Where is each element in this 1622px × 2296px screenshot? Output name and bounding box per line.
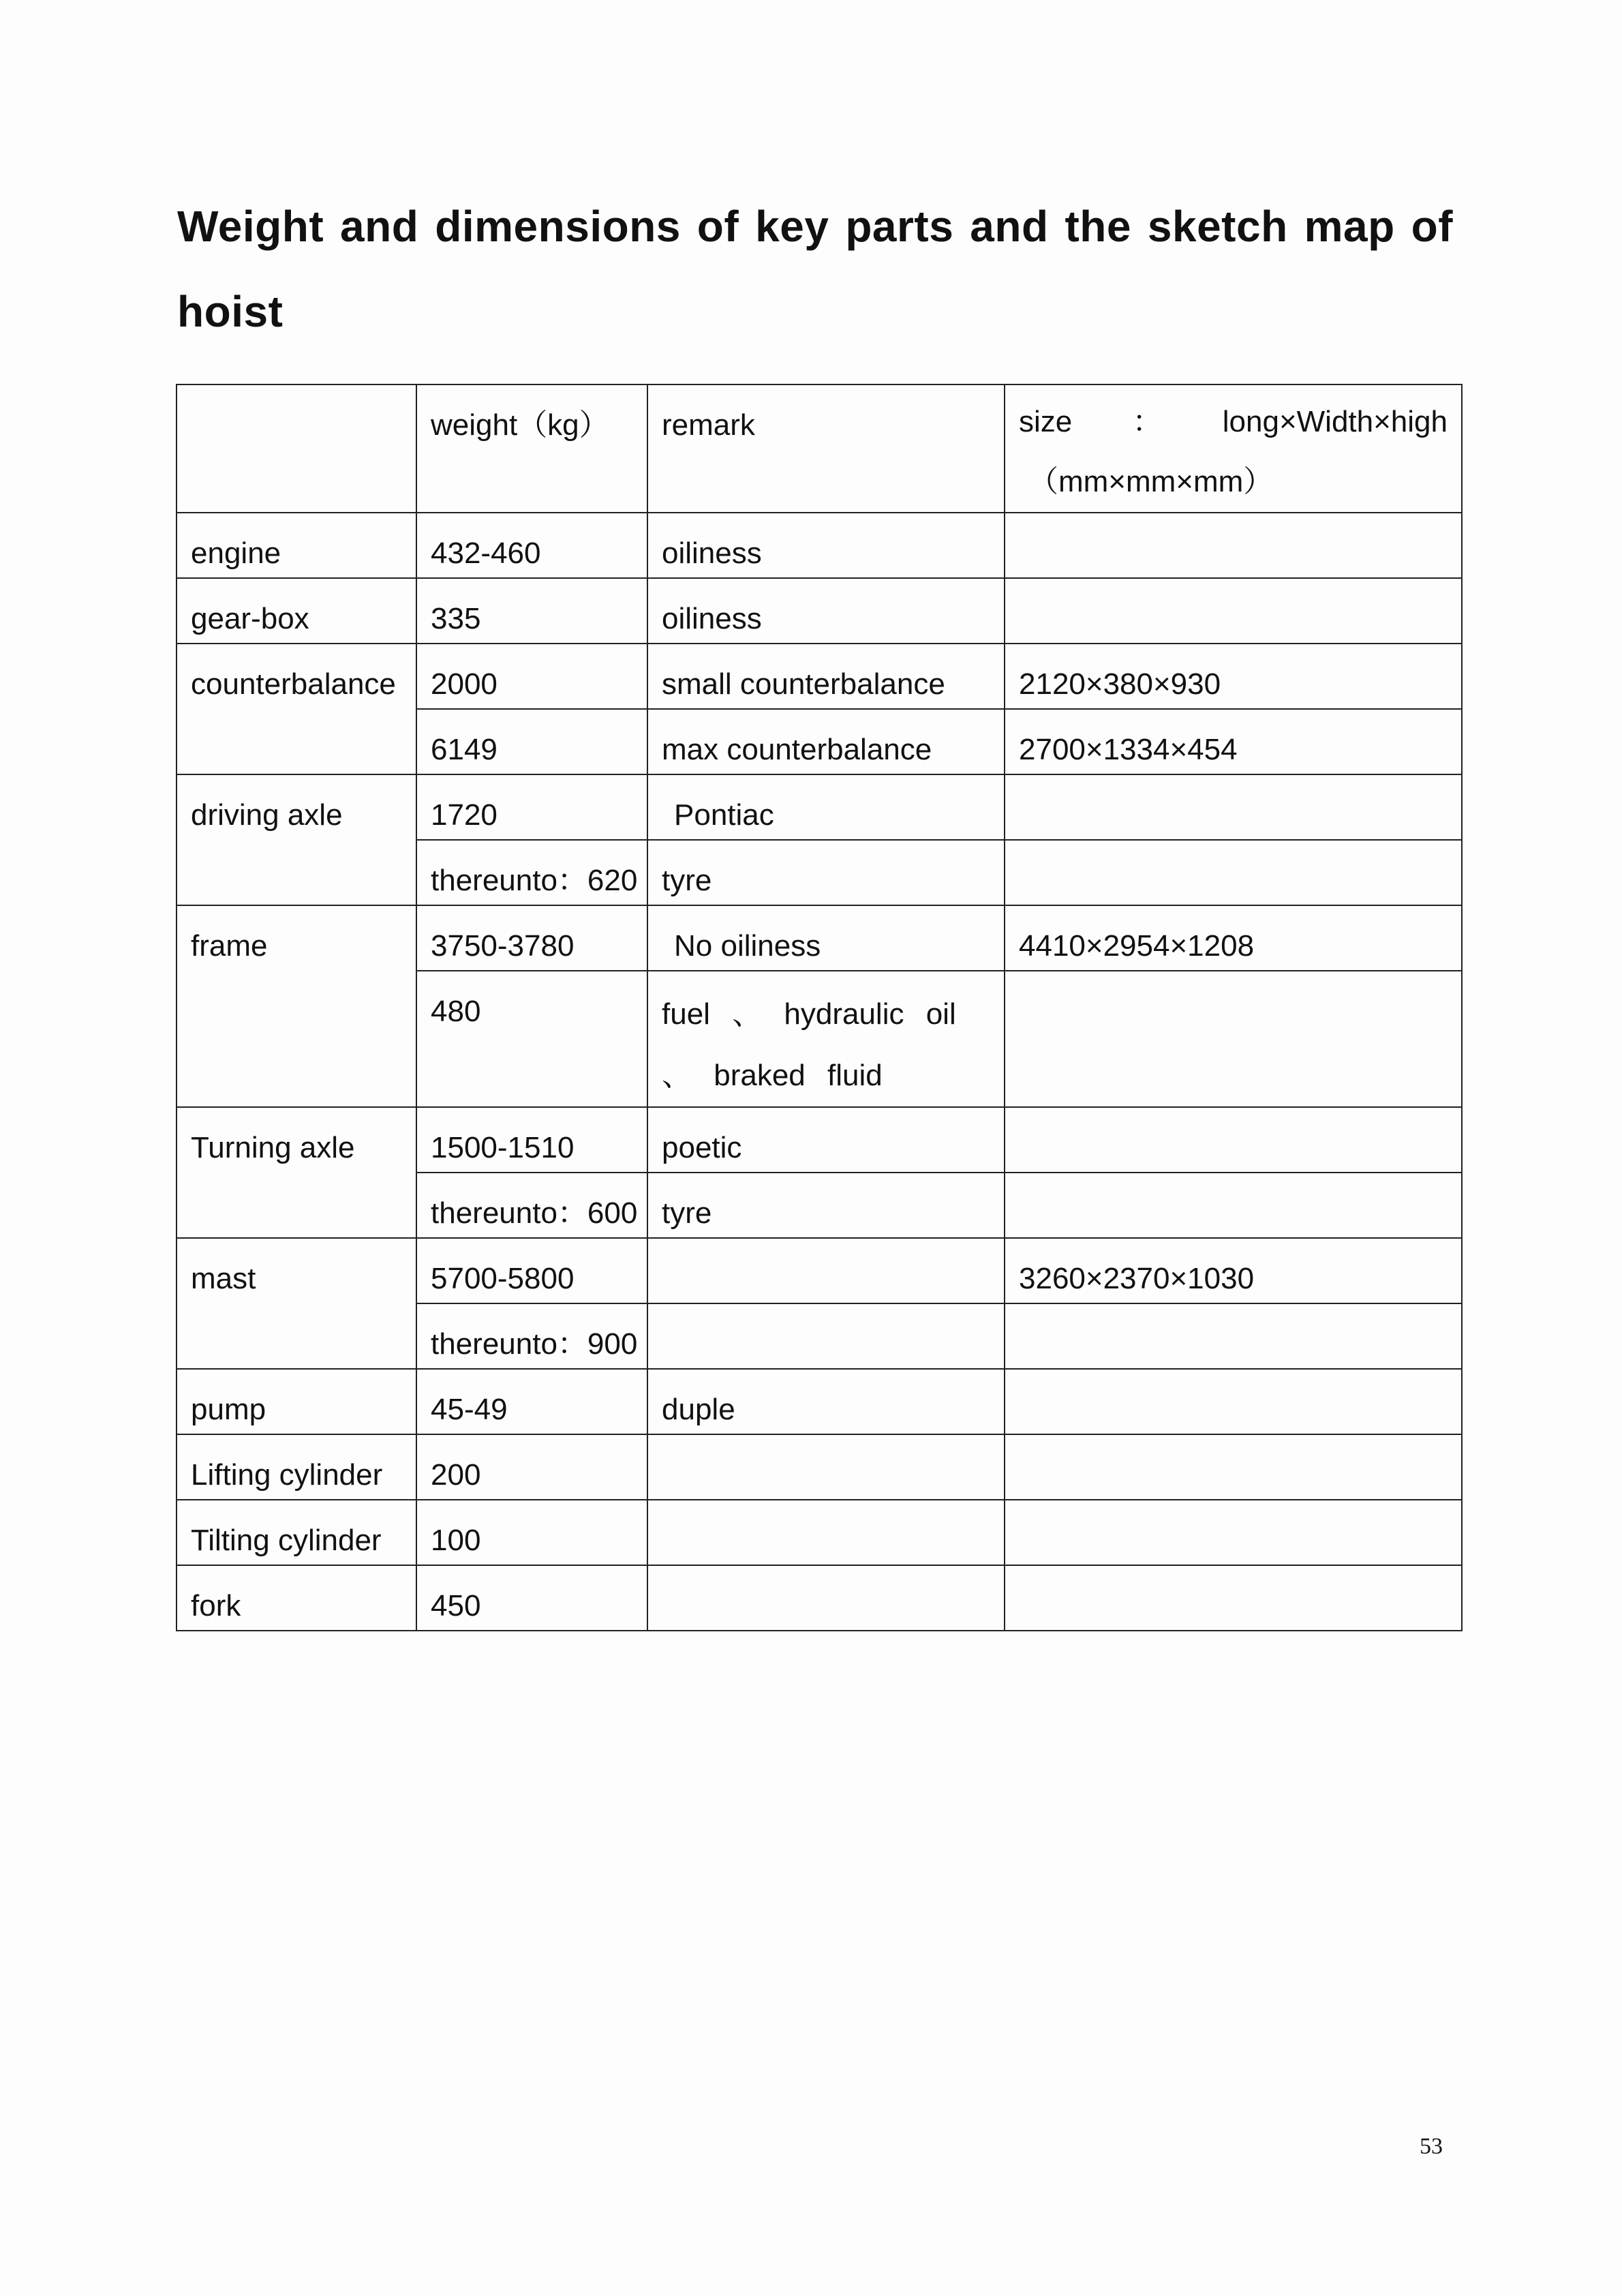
remark-cell: tyre [647,840,1005,905]
weight-cell: thereunto：600 [416,1173,647,1238]
weight-cell: 1720 [416,774,647,840]
part-cell: engine [177,513,416,578]
weight-cell: 5700-5800 [416,1238,647,1303]
table-row [177,1500,1462,1565]
table-row [177,578,1462,644]
header-size-colon: ： [1132,405,1163,438]
weight-cell: 450 [416,1565,647,1631]
table-header-row [177,384,1462,513]
remark-cell [647,905,1005,971]
weight-cell: 335 [416,578,647,644]
parts-table [176,384,1463,1631]
remark-cell [647,1238,1005,1303]
weight-cell: thereunto：900 [416,1303,647,1369]
weight-cell: 432-460 [416,513,647,578]
header-size [1005,384,1462,513]
size-cell [1005,1303,1462,1369]
part-cell: frame [177,905,416,1107]
table-row [177,1369,1462,1434]
remark-cell [647,774,1005,840]
size-cell [1005,513,1462,578]
weight-cell: 100 [416,1500,647,1565]
remark-cell: max counterbalance [647,709,1005,774]
weight-cell: 6149 [416,709,647,774]
part-cell: mast [177,1238,416,1369]
size-cell [1005,1434,1462,1500]
remark-cell [647,1565,1005,1631]
size-cell [1005,1107,1462,1173]
table-row [177,905,1462,971]
part-cell: Tilting cylinder [177,1500,416,1565]
weight-cell: 480 [416,971,647,1107]
remark-cell: poetic [647,1107,1005,1173]
page-title: Weight and dimensions of key parts and the sketch map of hoist [177,202,1453,336]
remark-cell: tyre [647,1173,1005,1238]
table-row [177,1107,1462,1173]
size-cell [1005,840,1462,905]
table-row [177,644,1462,709]
header-remark: remark [647,384,1005,513]
weight-cell: 1500-1510 [416,1107,647,1173]
remark-text: Pontiac [674,798,774,832]
table-row [177,774,1462,840]
weight-cell: 200 [416,1434,647,1500]
table-row [177,1434,1462,1500]
remark-cell: oiliness [647,513,1005,578]
part-cell: Lifting cylinder [177,1434,416,1500]
weight-cell: thereunto：620 [416,840,647,905]
part-cell: driving axle [177,774,416,905]
table-row [177,513,1462,578]
remark-cell: duple [647,1369,1005,1434]
weight-cell: 45-49 [416,1369,647,1434]
part-cell: counterbalance [177,644,416,774]
remark-text: No oiliness [674,929,821,963]
page-number: 53 [1420,2134,1443,2159]
size-cell [1005,774,1462,840]
remark-cell: fuel 、 hydraulic oil 、 braked fluid [647,971,1005,1107]
size-cell: 4410×2954×1208 [1005,905,1462,971]
size-cell [1005,1173,1462,1238]
part-cell: Turning axle [177,1107,416,1238]
header-part [177,384,416,513]
size-cell: 2700×1334×454 [1005,709,1462,774]
part-cell: fork [177,1565,416,1631]
part-cell: pump [177,1369,416,1434]
size-cell [1005,1369,1462,1434]
table-row [177,1565,1462,1631]
remark-cell [647,1303,1005,1369]
size-cell [1005,1500,1462,1565]
size-cell: 2120×380×930 [1005,644,1462,709]
remark-cell [647,1434,1005,1500]
weight-cell: 3750-3780 [416,905,647,971]
size-cell: 3260×2370×1030 [1005,1238,1462,1303]
weight-cell: 2000 [416,644,647,709]
remark-cell: oiliness [647,578,1005,644]
header-size-label: size [1019,405,1073,438]
size-cell [1005,971,1462,1107]
table-row [177,1238,1462,1303]
size-cell [1005,1565,1462,1631]
header-size-dims: long×Width×high [1222,405,1448,438]
header-size-units: （mm×mm×mm） [1028,465,1274,498]
remark-cell [647,1500,1005,1565]
size-cell [1005,578,1462,644]
remark-cell: small counterbalance [647,644,1005,709]
part-cell: gear-box [177,578,416,644]
header-weight: weight（kg） [416,384,647,513]
